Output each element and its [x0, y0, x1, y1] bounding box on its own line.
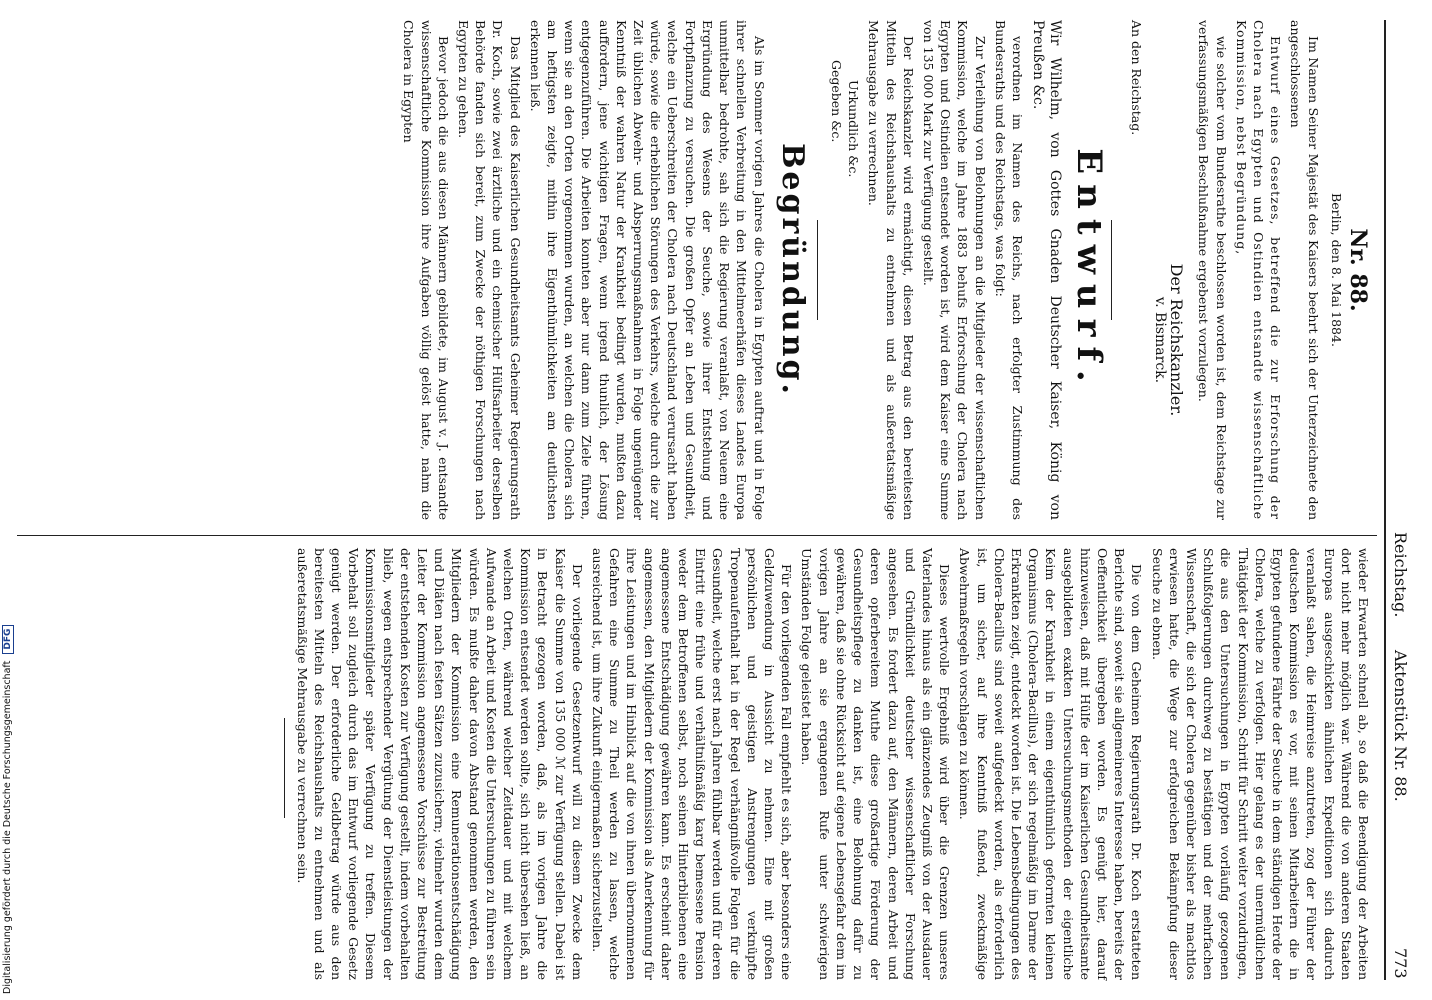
dateline: Berlin, den 8. Mai 1884. [1328, 193, 1344, 347]
law-paragraph-1: Zur Verleihung von Belohnungen an die Mitglieder der wissenschaftlichen Kommission, welche im Jahre 1883 behufs Erforschung der Cholera nach Egypten und Ostindien entsendet worden ist, wird dem Kaiser eine Summe von 135 000 Mark zur Verfügung gestellt. [920, 20, 988, 520]
header-rule [1384, 20, 1386, 980]
begruendung-heading: Begründung. [774, 143, 810, 397]
document-number: Nr. 88. [1345, 228, 1371, 312]
right-column [12, 548, 1372, 980]
end-rule [284, 718, 285, 818]
law-opening: Wir Wilhelm, von Gottes Gnaden Deutscher Kaiser, König von Preußen &c. [1030, 20, 1064, 520]
signer-name: v. Bismarck. [1151, 296, 1168, 384]
digitization-footer [2, 625, 14, 994]
signer-title: Der Reichskanzler. [1167, 263, 1187, 417]
header-left: Reichstag. [1391, 532, 1410, 618]
law-close-2: Gegeben &c. [828, 60, 844, 143]
begruendung-paragraph-2: Das Mitglied des Kaiserlichen Gesundheitsamts Geheimer Regierungsrath Dr. Koch, sowie zwei ärztliche und ein chemischer Hülfsarbeiter derselben Behörde fanden sich bereit, zum Zwecke der nöthigen Forschungen nach Egypten zu gehen. [456, 20, 523, 520]
right-paragraph-2: Die von dem Geheimen Regierungsrath Dr. Koch erstatteten Berichte sind, soweit sie allgemeineres Interesse haben, bereits der Oeffentlichkeit übergeben worden. Es genügt hier, darauf hinzuweisen, daß mit Hülfe der im Kaiserlichen Gesundheitsamte ausgebildeten exakten Untersuchungsmethoden der eigentliche Keim der Krankheit in einem eigenthümlich geformten kleinen Organismus (Cholera-Bacillus), der sich regelmäßig im Darme der Erkrankten zeigt, entdeckt worden ist. Die Lebensbedingungen des Cholera-Bacillus sind soweit aufgedeckt worden, als erforderlich ist, um sicher, auf ihre Kenntniß fußend, zweckmäßige Abwehrmaßregeln vorschlagen zu können. [957, 548, 1145, 980]
left-column [12, 20, 1372, 520]
dfg-logo: DFG [2, 625, 14, 654]
begruendung-paragraph-1: Als im Sommer vorigen Jahres die Cholera in Egypten auftrat und in Folge ihrer schnellen Verbreitung in den Mittelmeerhäfen dieses Landes Europa unmittelbar bedrohte, sah sich die Regierung veranlaßt, von Neuem eine Ergründung des Wesens der Seuche, sowie ihrer Entstehung und Fortpflanzung zu versuchen. Die großen Opfer an Leben und Gesundheit, welche ein Ueberschreiten der Cholera nach Deutschland verursacht haben würde, sowie die erheblichen Störungen des Verkehrs, welche durch die zur Zeit üblichen Abwehr- und Absperrungsmaßnahmen in Folge ungenügender Kenntniß der wahren Natur der Krankheit bedingt wurden, mußten dazu auffordern, jene wichtigen Fragen, wenn irgend thunlich, der Lösung entgegenzuführen. Die Arbeiten konnten aber nur dann zum Ziele führen, wenn sie an den Orten vorgenommen wurden, an welchen die Cholera sich am heftigsten zeigte, mithin ihre Eigenthümlichkeiten am deutlichsten erkennen ließ. [527, 20, 767, 520]
section-rule-1 [1111, 220, 1112, 320]
right-paragraph-4: Für den vorliegenden Fall empfiehlt es sich, aber besonders eine Geldzuwendung in Aussicht zu nehmen. Eine mit großen persönlichen und geistigen Anstrengungen verknüpfte Tropenaufenthalt hat in der Regel verhängnißvolle Folgen für die Gesundheit, welche erst nach Jahren fühlbar werden und für deren Eintritt eine frühe und verhältnißmäßig karg bemessene Pension weder dem Betroffenen selbst, noch seinen Hinterbliebenen eine angemessene Entschädigung gewähren kann. Es erscheint daher angemessen, den Mitgliedern der Kommission als Anerkennung für ihre Leistungen und im Hinblick auf die von ihnen übernommenen Gefahren eine Summe zu Theil werden zu lassen, welche ausreichend ist, um ihre Zukunft einigermaßen sicherzustellen. [590, 548, 795, 980]
entwurf-heading: Entwurf. [1068, 148, 1109, 392]
header-center: Aktenstück Nr. 88. [1391, 650, 1410, 802]
column-divider [17, 535, 1377, 536]
begruendung-paragraph-3: Bevor jedoch die aus diesen Männern gebildete, im August v. J. entsandte wissenschaftliche Kommission ihre Aufgaben völlig gelöst hatte, nahm die Cholera in Egypten [401, 20, 451, 520]
entwurf-description: Entwurf eines Gesetzes, betreffend die zur Erforschung der Cholera nach Egypten und Ostindien entsandte wissenschaftliche Kommission, nebst Begründung, [1233, 20, 1284, 520]
section-rule-2 [817, 220, 818, 320]
right-paragraph-1: wieder Erwarten schnell ab, so daß die Beendigung der Arbeiten dort nicht mehr möglich war. Während die von anderen Staaten Europas ausgeschickten ähnlichen Expeditionen sich dadurch veranlaßt sahen, die Heimreise anzutreten, zog der Führer der deutschen Kommission es vor, mit seinen Mitarbeitern die in Egypten gefundene Fährte der Seuche in dem ständigen Herde der Cholera, welche zu verfolgen. Hier gelang es der unermüdlichen Thätigkeit der Kommission, Schritt für Schritt weiter vorzudringen, die aus den Untersuchungen in Egypten vorläufig gezogenen Schlußfolgerungen durchweg zu bestätigen und der mehrfachen Wissenschaft, die sich der Cholera gegenüber bisher als machtlos erwiesen hatte, die Wege zur erfolgreichen Bekämpfung dieser Seuche zu ebnen. [1149, 548, 1371, 980]
intro-text: Im Namen Seiner Majestät des Kaisers beehrt sich der Unterzeichnete den angeschlossenen [1288, 20, 1321, 520]
page-number: 773 [1391, 948, 1410, 979]
intro-end: wie solcher vom Bundesrathe beschlossen worden ist, dem Reichstage zur verfassungsmäßigen Beschlußnahme ergebenst vorzulegen. [1196, 20, 1229, 520]
law-close-1: Urkundlich &c. [846, 80, 862, 178]
law-enactment: verordnen im Namen des Reichs, nach erfolgter Zustimmung des Bundesraths und des Reichstags, was folgt: [992, 20, 1025, 520]
right-paragraph-5: Der vorliegende Gesetzentwurf will zu diesem Zwecke dem Kaiser die Summe von 135 000 ℳ zur Verfügung stellen. Dabei ist in Betracht gezogen worden, daß, als im vorigen Jahre die Kommission entsendet werden sollte, sich nicht übersehen ließ, an welchen Orten, während welcher Zeitdauer und mit welchem Aufwande an Arbeit und Kosten die Untersuchungen zu führen sein würden. Es mußte daher davon Abstand genommen werden, den Mitgliedern der Kommission eine Remunerationsentschädigung und Diäten nach festen Sätzen zuzusichern; vielmehr wurden dem Leiter der Kommission angemessene Vorschüsse zur Bestreitung der entstehenden Kosten zur Verfügung gestellt, indem vorbehalten blieb, wegen entsprechender Vergütung der Dienstleistungen der Kommissionsmitglieder später Verfügung zu treffen. Diesem Vorbehalt soll zugleich durch das im Entwurf vorliegende Gesetz genügt werden. Der erforderliche Geldbetrag würde aus den bereitesten Mitteln des Reichshaushalts zu entnehmen und als außeretatsmäßige Mehrausgabe zu verrechnen sein. [294, 548, 585, 980]
right-paragraph-3: Dieses wertvolle Ergebniß wird über die Grenzen unseres Vaterlandes hinaus als ein glänzendes Zeugniß von der Ausdauer und Gründlichkeit deutscher wissenschaftlicher Forschung angesehen. Es fordert dazu auf, den Männern, deren Arbeit und deren opferbereitem Muthe diese großartige Förderung der Gesundheitspflege zu danken ist, eine Belohnung dafür zu gewähren, daß sie ohne Rücksicht auf eigene Lebensgefahr dem im vorigen Jahre an sie ergangenen Rufe unter schwierigen Umständen Folge geleistet haben. [799, 548, 953, 980]
law-paragraph-2: Der Reichskanzler wird ermächtigt, diesen Betrag aus den bereitesten Mitteln des Reichshaushalts zu entnehmen und als außeretatsmäßige Mehrausgabe zu verrechnen. [866, 20, 916, 520]
footer-text: Digitalisierung gefördert durch die Deutsche Forschungsgemeinschaft [2, 660, 13, 994]
addressee: An den Reichstag. [1128, 20, 1144, 136]
